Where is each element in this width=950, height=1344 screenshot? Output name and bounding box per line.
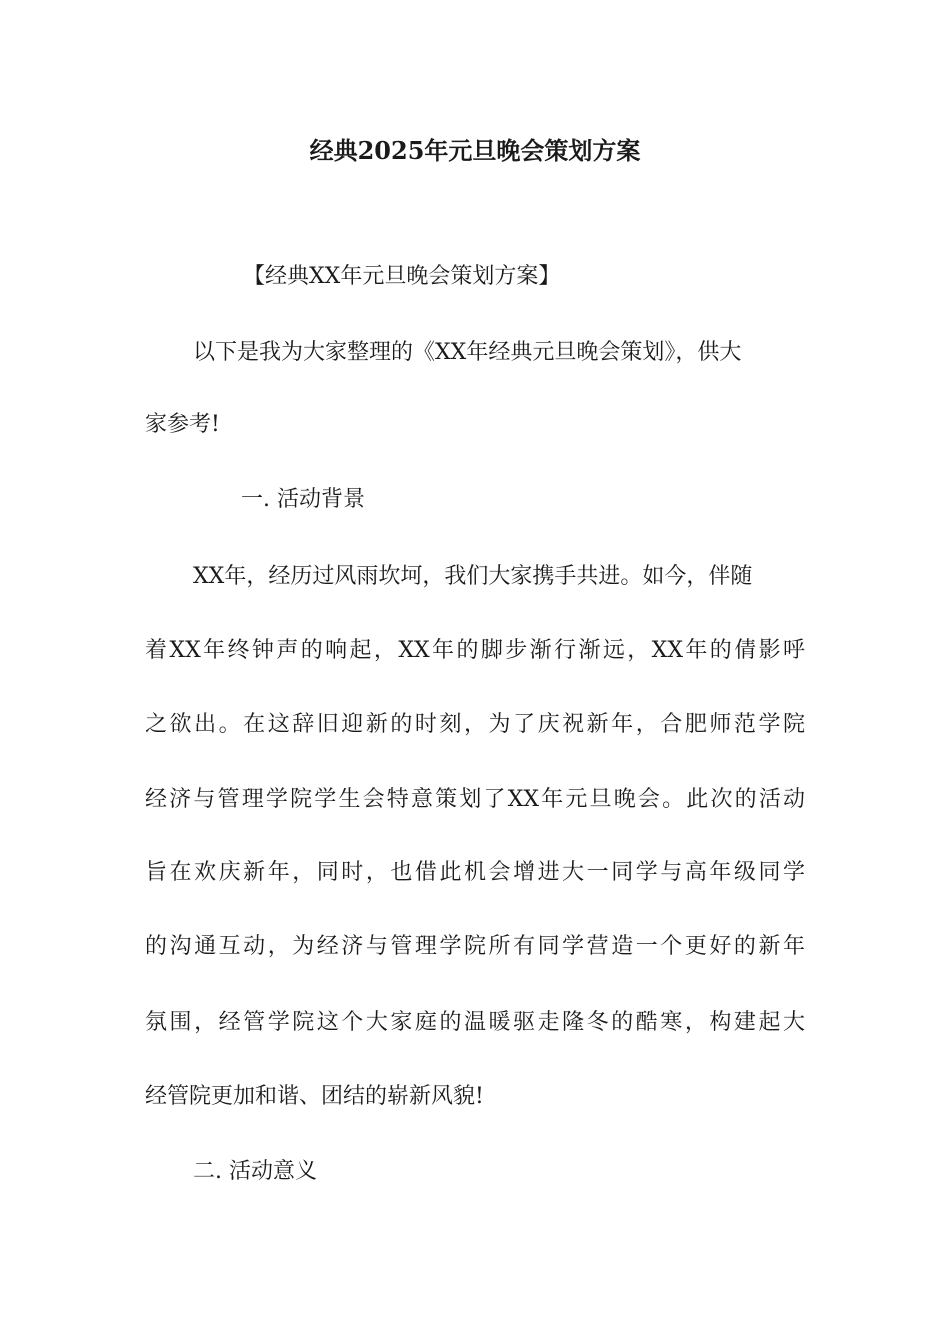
document-title: 经典2025年元旦晚会策划方案	[309, 136, 641, 165]
intro-line-1: 以下是我为大家整理的《XX年经典元旦晚会策划》，供大	[193, 340, 742, 365]
paragraph-line: 经管院更加和谐、团结的崭新风貌!	[145, 1084, 484, 1109]
paragraph-line: 氛围，经管学院这个大家庭的温暖驱走隆冬的酷寒，构建起大	[145, 1010, 805, 1035]
paragraph-line: 经济与管理学院学生会特意策划了XX年元旦晚会。此次的活动	[145, 787, 805, 812]
intro-line-2: 家参考!	[145, 412, 220, 437]
section-heading-significance: 二. 活动意义	[193, 1159, 317, 1184]
paragraph-line: 之欲出。在这辞旧迎新的时刻，为了庆祝新年，合肥师范学院	[145, 712, 805, 737]
paragraph-line: 的沟通互动，为经济与管理学院所有同学营造一个更好的新年	[145, 934, 805, 959]
paragraph-line: XX年，经历过风雨坎坷，我们大家携手共进。如今，伴随	[193, 564, 753, 589]
document-subtitle: 【经典XX年元旦晚会策划方案】	[243, 264, 561, 289]
paragraph-line: 着XX年终钟声的响起，XX年的脚步渐行渐远，XX年的倩影呼	[145, 638, 805, 663]
section-heading-background: 一. 活动背景	[241, 487, 365, 512]
paragraph-line: 旨在欢庆新年，同时，也借此机会增进大一同学与高年级同学	[145, 860, 805, 885]
